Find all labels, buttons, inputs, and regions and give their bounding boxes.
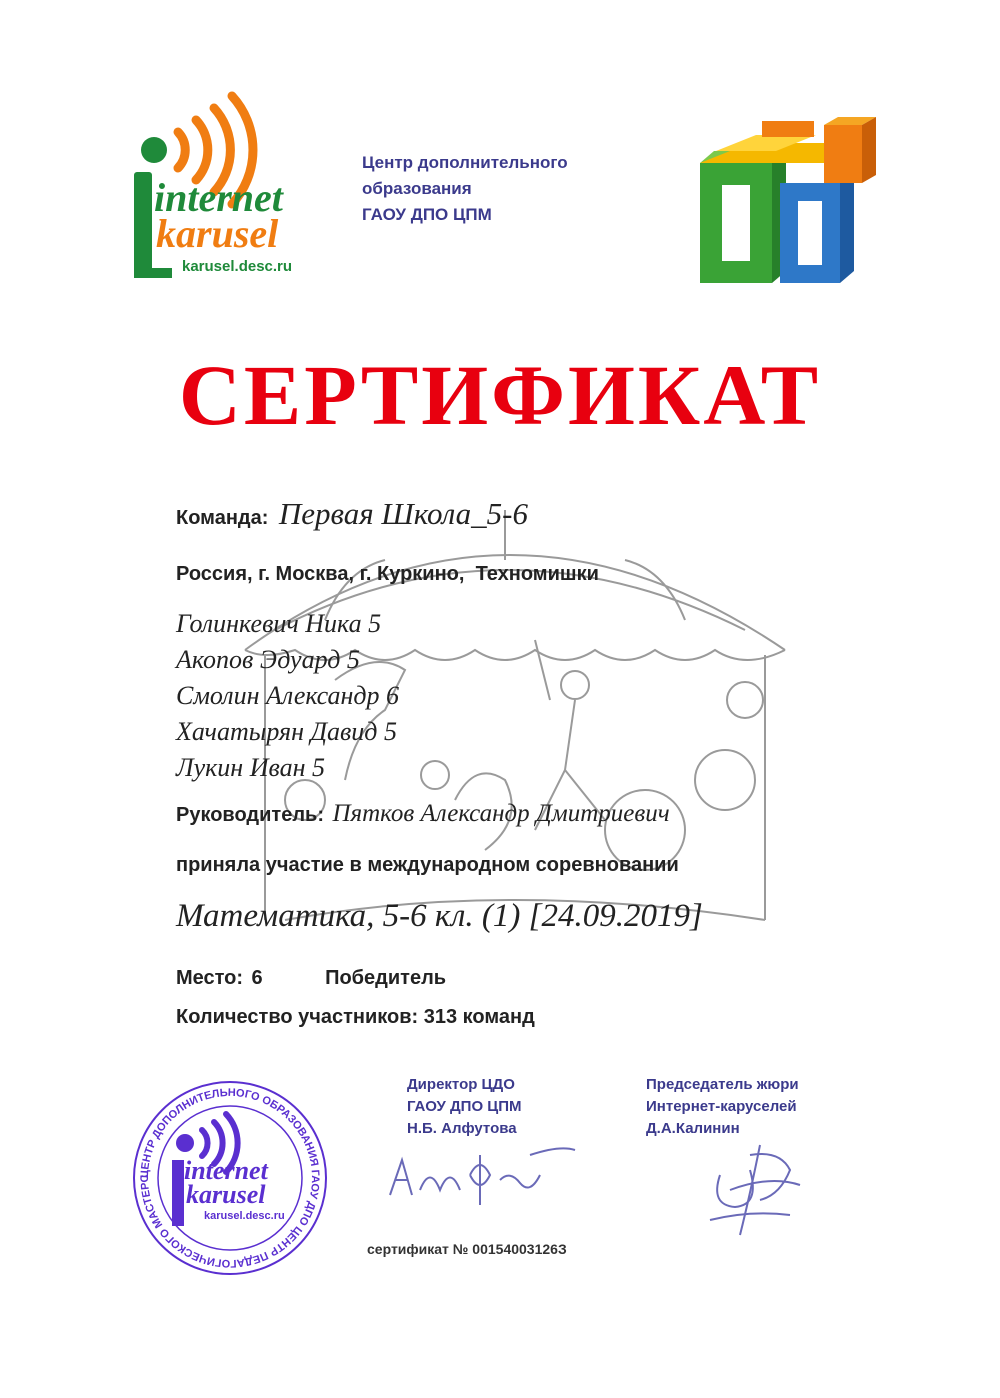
member-name: Голинкевич Ника 5 bbox=[176, 609, 382, 638]
place-label: Место: bbox=[176, 967, 244, 989]
internet-karusel-logo bbox=[120, 90, 330, 285]
team-name: Первая Школа_5-6 bbox=[278, 496, 528, 531]
stamp bbox=[130, 1078, 330, 1278]
jury-title: Председатель жюри bbox=[646, 1076, 799, 1093]
director-signature-block bbox=[407, 1074, 522, 1140]
leader-label: Руководитель: bbox=[176, 804, 324, 826]
certificate-number: сертификат № 00154003126З bbox=[367, 1241, 567, 1257]
director-signature bbox=[380, 1135, 580, 1215]
member-name: Хачатырян Давид 5 bbox=[176, 717, 397, 746]
organization-name bbox=[362, 150, 568, 228]
team-location: Россия, г. Москва, г. Куркино, Техномишки bbox=[176, 563, 599, 585]
org-line: ГАОУ ДПО ЦПМ bbox=[362, 205, 492, 224]
logo-url: karusel.desc.ru bbox=[182, 258, 293, 275]
place-value: 6 bbox=[251, 967, 263, 989]
cpm-logo bbox=[696, 115, 881, 290]
jury-org: Интернет-каруселей bbox=[646, 1098, 797, 1115]
team-row bbox=[176, 496, 528, 532]
certificate-title: СЕРТИФИКАТ bbox=[178, 347, 822, 443]
director-name: Н.Б. Алфутова bbox=[407, 1120, 517, 1137]
contest-name: Математика, 5-6 кл. (1) [24.09.2019] bbox=[176, 898, 703, 934]
participants-count: Количество участников: 313 команд bbox=[176, 1006, 535, 1028]
jury-signature-block bbox=[646, 1074, 799, 1140]
place-row bbox=[176, 967, 446, 990]
logo-word-internet: internet bbox=[154, 175, 283, 220]
members-list bbox=[176, 606, 399, 786]
team-label: Команда: bbox=[176, 507, 269, 529]
leader-row bbox=[176, 800, 670, 828]
member-name: Лукин Иван 5 bbox=[176, 753, 325, 782]
stamp-word-karusel: karusel bbox=[186, 1180, 266, 1209]
leader-name: Пятков Александр Дмитриевич bbox=[332, 800, 670, 827]
director-title: Директор ЦДО bbox=[407, 1076, 515, 1093]
member-name: Смолин Александр 6 bbox=[176, 681, 400, 710]
place-status: Победитель bbox=[325, 967, 447, 989]
org-line: образования bbox=[362, 179, 472, 198]
logo-word-karusel: karusel bbox=[156, 211, 279, 256]
director-org: ГАОУ ДПО ЦПМ bbox=[407, 1098, 522, 1115]
org-line: Центр дополнительного bbox=[362, 153, 568, 172]
stamp-ring-text: ЦЕНТР ДОПОЛНИТЕЛЬНОГО ОБРАЗОВАНИЯ ГАОУ ДПО ЦЕНТР ПЕДАГОГИЧЕСКОГО МАСТЕРС bbox=[138, 1086, 322, 1270]
jury-name: Д.А.Калинин bbox=[646, 1120, 740, 1137]
jury-signature bbox=[690, 1135, 820, 1245]
stamp-word-internet: internet bbox=[184, 1156, 268, 1185]
participation-text: приняла участие в международном соревновании bbox=[176, 854, 679, 876]
member-name: Акопов Эдуард 5 bbox=[176, 645, 360, 674]
stamp-url: karusel.desc.ru bbox=[204, 1210, 285, 1222]
